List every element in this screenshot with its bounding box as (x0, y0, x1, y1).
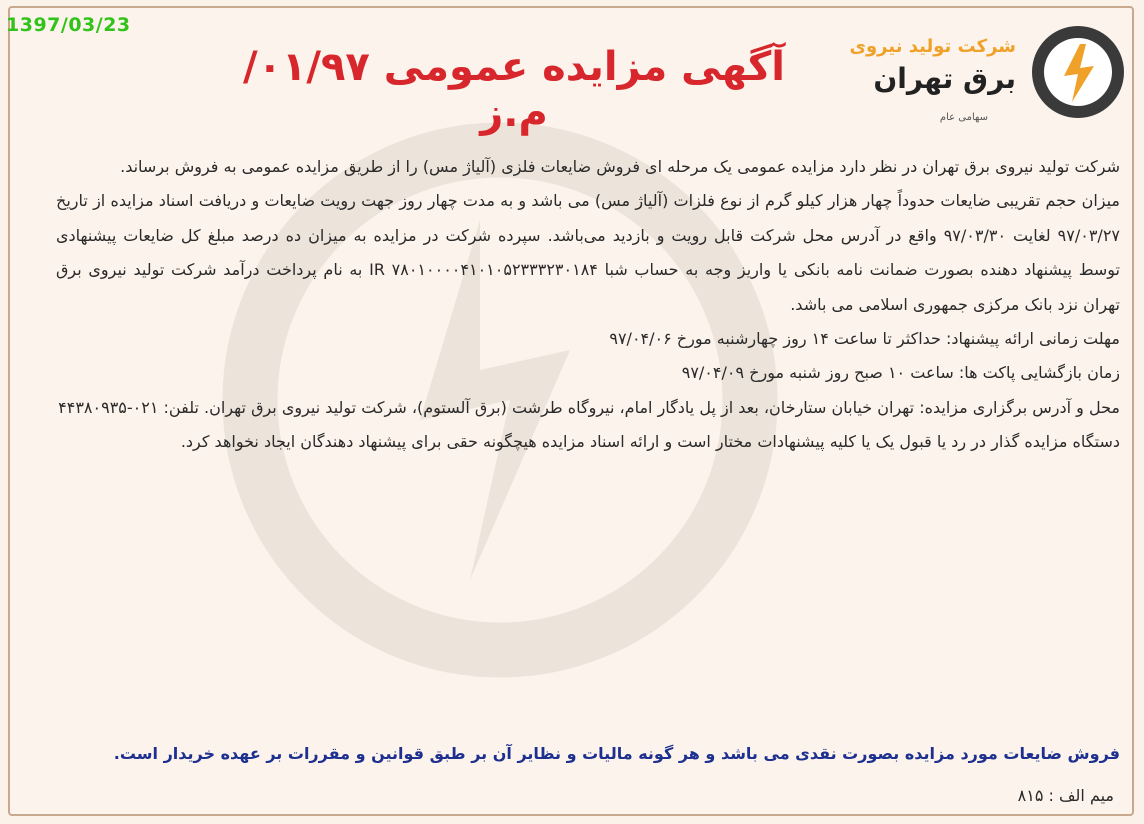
company-name-top: شرکت تولید نیروی (849, 36, 1016, 57)
ad-title: آگهی مزایده عمومی ۰۱/۹۷/م.ز (242, 44, 786, 136)
paragraph-details: میزان حجم تقریبی ضایعات حدوداً چهار هزار کیلو گرم از نوع فلزات (آلیاژ مس) می باشد و به مدت چهار روز جهت رویت ضایعات و دریافت اسناد مزایده از تاریخ ۹۷/۰۳/۲۷ لغایت ۹۷/۰۳/۳۰ واقع در آدرس محل شرکت قابل رویت و بازدید می‌باشد. سپرده شرکت در مزایده به میزان ده درصد مبلغ کل ضایعات پیشنهادی توسط پیشنهاد دهنده بصورت ضمانت نامه بانکی یا واریز وجه به حساب شبا IR ۷۸۰۱۰۰۰۰۴۱۰۱۰۵۲۳۳۳۲۳۰۱۸۴ به نام پرداخت درآمد شرکت تولید نیروی برق تهران نزد بانک مرکزی جمهوری اسلامی می باشد. (56, 191, 1121, 314)
company-type: سهامی عام (939, 112, 988, 123)
ad-code: میم الف : ۸۱۵ (1017, 786, 1114, 805)
paragraph-address: محل و آدرس برگزاری مزایده: تهران خیابان ستارخان، بعد از پل یادگار امام، نیروگاه طرشت (برق آلستوم)، شرکت تولید نیروی برق تهران. تلفن: ۰۲۱-۴۴۳۸۰۹۳۵ (58, 397, 1120, 417)
stamp-date: 1397/03/23 (6, 14, 131, 36)
paragraph-opening: زمان بازگشایی پاکت ها: ساعت ۱۰ صبح روز شنبه مورخ ۹۷/۰۴/۰۹ (681, 363, 1120, 383)
paragraph-terms: دستگاه مزایده گذار در رد یا قبول یک یا کلیه پیشنهادات مختار است و ارائه اسناد مزایده هیچگونه حقی برای پیشنهاد دهندگان ایجاد نخواهد کرد. (180, 432, 1120, 452)
paragraph-deadline: مهلت زمانی ارائه پیشنهاد: حداکثر تا ساعت ۱۴ روز چهارشنبه مورخ ۹۷/۰۴/۰۶ (609, 329, 1120, 349)
company-logo (808, 18, 1128, 138)
lightning-logo-icon (1028, 22, 1128, 122)
ad-body (56, 150, 1120, 460)
paragraph-intro: شرکت تولید نیروی برق تهران در نظر دارد مزایده عمومی یک مرحله ای فروش ضایعات فلزی (آلیاژ مس) را از طریق مزایده عمومی به فروش برساند. (120, 157, 1120, 176)
company-name-main: برق تهران (873, 62, 1016, 95)
payment-notice: فروش ضایعات مورد مزایده بصورت نقدی می باشد و هر گونه مالیات و نظایر آن بر طبق قوانین و مقررات بر عهده خریدار است. (113, 744, 1120, 763)
